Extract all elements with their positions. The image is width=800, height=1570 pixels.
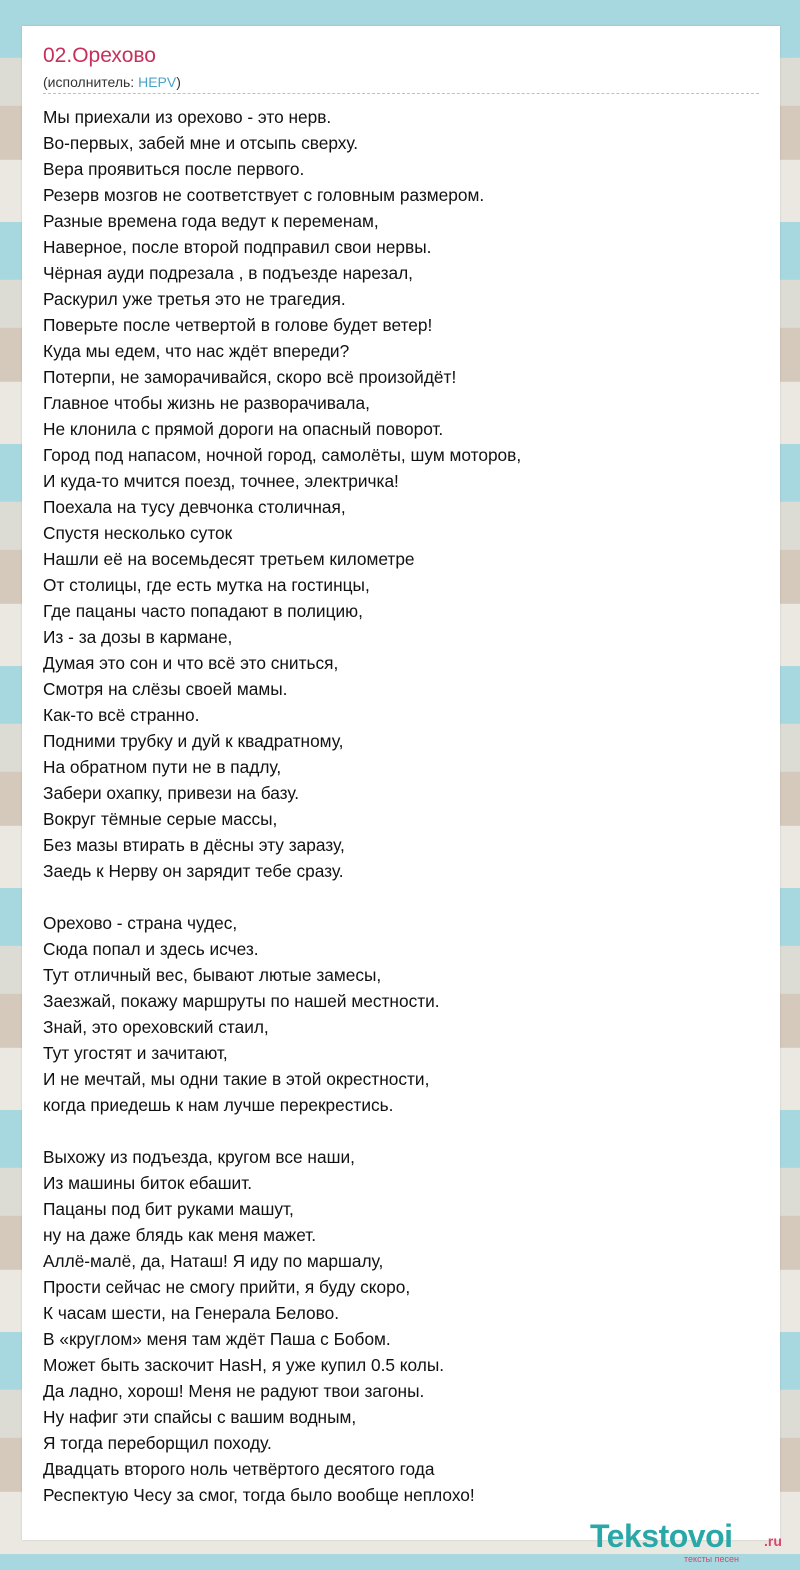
lyric-line: Респектую Чесу за смог, тогда было вообще неплохо!	[43, 1485, 475, 1505]
lyric-line: Из машины биток ебашит.	[43, 1173, 253, 1193]
stanza-gap	[43, 1118, 763, 1144]
lyric-line: Тут отличный вес, бывают лютые замесы,	[43, 965, 382, 985]
logo-main-text: Tekstovoi	[590, 1518, 733, 1554]
lyric-line: Ну нафиг эти спайсы с вашим водным,	[43, 1407, 357, 1427]
lyric-line: Поверьте после четвертой в голове будет ветер!	[43, 315, 433, 335]
lyric-line: Может быть заскочит HasH, я уже купил 0.5 колы.	[43, 1355, 445, 1375]
song-title: 02.Орехово	[43, 44, 156, 67]
artist-link[interactable]: HEPV	[138, 74, 177, 90]
lyric-line: Да ладно, хорош! Меня не радуют твои загоны.	[43, 1381, 425, 1401]
lyric-line: К часам шести, на Генерала Белово.	[43, 1303, 340, 1323]
lyrics-text	[43, 104, 763, 1508]
lyric-line: Где пацаны часто попадают в полицию,	[43, 601, 363, 621]
lyric-line: На обратном пути не в падлу,	[43, 757, 282, 777]
lyric-line: Заедь к Нерву он зарядит тебе сразу.	[43, 861, 344, 881]
lyric-line: И куда-то мчится поезд, точнее, электричка!	[43, 471, 399, 491]
lyric-line: И не мечтай, мы одни такие в этой окрестности,	[43, 1069, 430, 1089]
lyric-line: Поехала на тусу девчонка столичная,	[43, 497, 346, 517]
lyric-line: Город под напасом, ночной город, самолёты, шум моторов,	[43, 445, 522, 465]
lyric-line: Спустя несколько суток	[43, 523, 233, 543]
lyric-line: Раскурил уже третья это не трагедия.	[43, 289, 346, 309]
logo-tagline: тексты песен	[684, 1554, 740, 1564]
lyric-line: Забери охапку, привези на базу.	[43, 783, 300, 803]
lyric-line: Думая это сон и что всё это сниться,	[43, 653, 339, 673]
lyric-line: Резерв мозгов не соответствует с головным размером.	[43, 185, 485, 205]
lyric-line: Мы приехали из орехово - это нерв.	[43, 107, 332, 127]
lyric-line: Чёрная ауди подрезала , в подъезде нарезал,	[43, 263, 413, 283]
title-divider	[43, 93, 759, 94]
artist-line	[43, 74, 181, 90]
artist-suffix: )	[176, 74, 181, 90]
stanza-gap	[43, 884, 763, 910]
lyric-line: Вокруг тёмные серые массы,	[43, 809, 278, 829]
lyric-line: Разные времена года ведут к переменам,	[43, 211, 379, 231]
lyric-line: когда приедешь к нам лучше перекрестись.	[43, 1095, 394, 1115]
lyric-line: Заезжай, покажу маршруты по нашей местности.	[43, 991, 440, 1011]
lyrics-card	[22, 26, 782, 1564]
lyric-line: Аллё-малё, да, Наташ! Я иду по маршалу,	[43, 1251, 384, 1271]
lyric-line: Тут угостят и зачитают,	[43, 1043, 228, 1063]
lyric-line: Потерпи, не заморачивайся, скоро всё произойдёт!	[43, 367, 457, 387]
lyric-line: Во-первых, забей мне и отсыпь сверху.	[43, 133, 359, 153]
lyric-line: Вера проявиться после первого.	[43, 159, 305, 179]
lyric-line: В «круглом» меня там ждёт Паша с Бобом.	[43, 1329, 391, 1349]
lyric-line: Нашли её на восемьдесят третьем километре	[43, 549, 415, 569]
lyric-line: Наверное, после второй подправил свои нервы.	[43, 237, 432, 257]
lyric-line: ну на даже блядь как меня мажет.	[43, 1225, 317, 1245]
lyric-line: Орехово - страна чудес,	[43, 913, 238, 933]
lyric-line: Знай, это ореховский стаил,	[43, 1017, 269, 1037]
lyric-line: Смотря на слёзы своей мамы.	[43, 679, 288, 699]
lyric-line: Подними трубку и дуй к квадратному,	[43, 731, 344, 751]
lyric-line: Не клонила с прямой дороги на опасный поворот.	[43, 419, 444, 439]
lyric-line: Я тогда переборщил походу.	[43, 1433, 272, 1453]
site-logo[interactable]	[590, 1518, 796, 1570]
lyric-line: От столицы, где есть мутка на гостинцы,	[43, 575, 370, 595]
lyric-line: Прости сейчас не смогу прийти, я буду скоро,	[43, 1277, 411, 1297]
lyric-line: Куда мы едем, что нас ждёт впереди?	[43, 341, 350, 361]
lyric-line: Как-то всё странно.	[43, 705, 200, 725]
lyric-line: Без мазы втирать в дёсны эту заразу,	[43, 835, 345, 855]
logo-tld: .ru	[764, 1533, 782, 1549]
lyric-line: Пацаны под бит руками машут,	[43, 1199, 294, 1219]
artist-prefix: (исполнитель:	[43, 74, 139, 90]
lyric-line: Из - за дозы в кармане,	[43, 627, 233, 647]
lyric-line: Выхожу из подъезда, кругом все наши,	[43, 1147, 355, 1167]
lyric-line: Сюда попал и здесь исчез.	[43, 939, 259, 959]
lyric-line: Главное чтобы жизнь не разворачивала,	[43, 393, 370, 413]
lyric-line: Двадцать второго ноль четвёртого десятого года	[43, 1459, 435, 1479]
